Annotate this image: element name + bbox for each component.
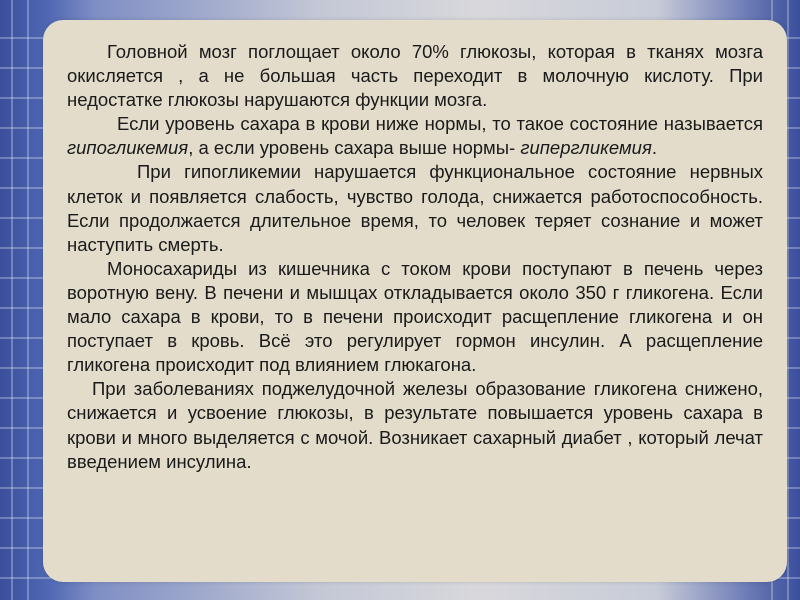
paragraph-glycogen-storage	[67, 257, 763, 377]
paragraph-text: При заболеваниях поджелудочной железы образование гликогена снижено, снижается и усвоение глюкозы, в результате повышается уровень сахара в крови и много выделяется с мочой. Возникает сахарный диабет , который лечат введением инсулина.	[67, 378, 763, 472]
term-hyperglycemia: гипергликемия	[520, 137, 652, 159]
term-hypoglycemia: гипогликемия	[67, 137, 189, 159]
text-card	[43, 20, 787, 582]
paragraph-text: .	[651, 137, 657, 159]
paragraph-text: , а если уровень сахара выше нормы-	[188, 137, 521, 159]
paragraph-text: Если уровень сахара в крови ниже нормы, то такое состояние называется	[117, 113, 763, 135]
paragraph-diabetes	[67, 377, 763, 473]
paragraph-glycemia-definitions	[67, 112, 763, 160]
paragraph-hypoglycemia-effects	[67, 160, 763, 256]
paragraph-text: Головной мозг поглощает около 70% глюкозы, которая в тканях мозга окисляется , а не большая часть переходит в молочную кислоту. При недостатке глюкозы нарушаются функции мозга.	[67, 41, 763, 111]
paragraph-text: При гипогликемии нарушается функциональное состояние нервных клеток и появляется слабость, чувство голода, снижается работоспособность. Если продолжается длительное время, то человек теряет сознание и может наступить смерть.	[67, 161, 763, 255]
paragraph-brain-glucose	[67, 40, 763, 112]
paragraph-text: Моносахариды из кишечника с током крови поступают в печень через воротную вену. В печени и мышцах откладывается около 350 г гликогена. Если мало сахара в крови, то в печени происходит расщепление гликогена и он поступает в кровь. Всё это регулирует гормон инсулин. А расщепление гликогена происходит под влиянием глюкагона.	[67, 257, 763, 376]
